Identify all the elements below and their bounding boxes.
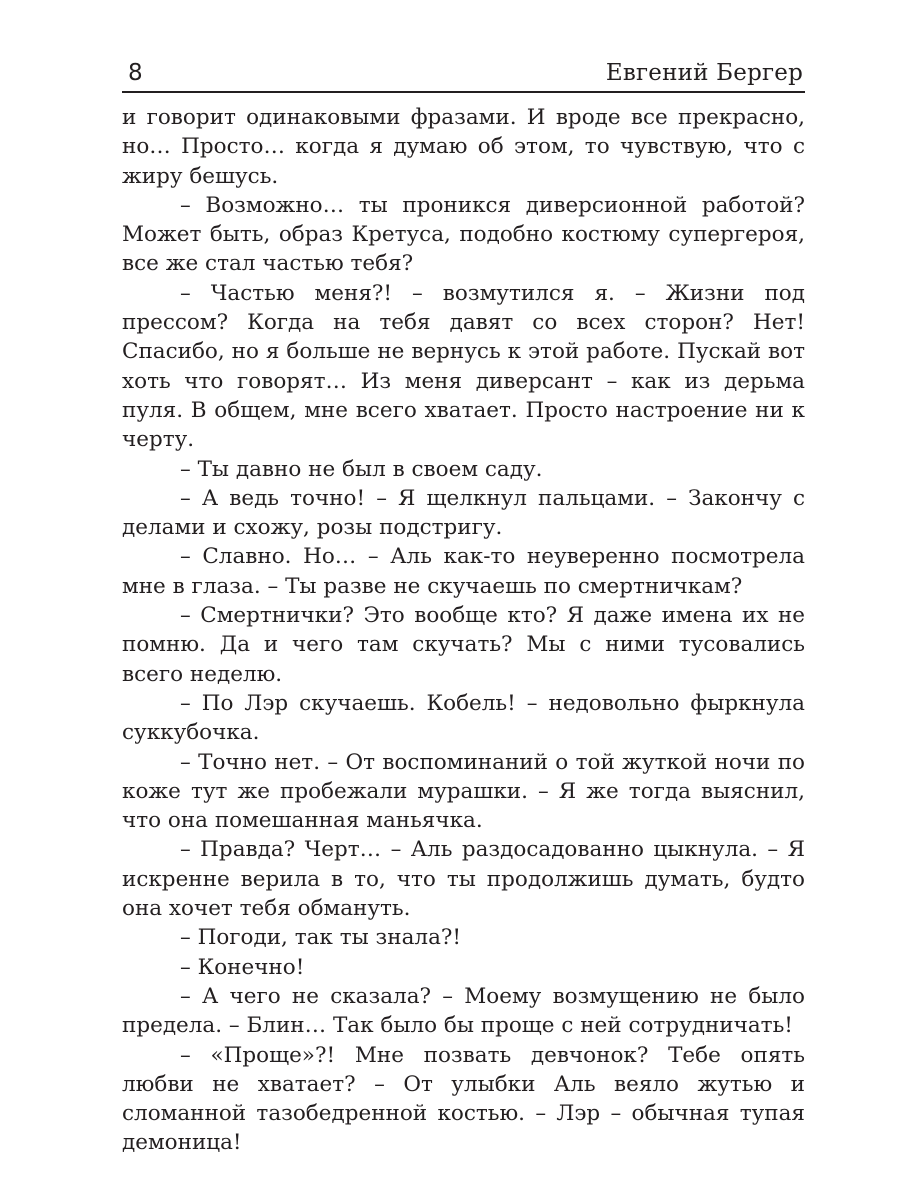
paragraph: – По Лэр скучаешь. Кобель! – недовольно фыркнула суккубочка. xyxy=(122,690,805,746)
page-header xyxy=(122,56,805,96)
paragraph: – Смертнички? Это вообще кто? Я даже имена их не помню. Да и чего там скучать? Мы с ними тусовались всего неделю. xyxy=(122,603,805,687)
paragraph: – Славно. Но… – Аль как-то неуверенно посмотрела мне в глаза. – Ты разве не скучаешь по смертничкам? xyxy=(122,544,805,599)
header-rule xyxy=(122,91,805,93)
paragraph: – Возможно… ты проникся диверсионной работой? Может быть, образ Кретуса, подобно костюму супергероя, все же стал частью тебя? xyxy=(122,192,805,277)
paragraph: – Ты давно не был в своем саду. xyxy=(180,456,543,482)
paragraph: – А ведь точно! – Я щелкнул пальцами. – Закончу с делами и схожу, розы подстригу. xyxy=(122,485,805,541)
paragraph: – А чего не сказала? – Моему возмущению не было предела. – Блин… Так было бы проще с ней сотрудничать! xyxy=(122,983,805,1039)
running-head-author: Евгений Бергер xyxy=(605,60,803,86)
paragraph: – Правда? Черт… – Аль раздосадованно цыкнула. – Я искренне верила в то, что ты продолжишь думать, будто она хочет тебя обмануть. xyxy=(122,837,805,922)
paragraph: – «Проще»?! Мне позвать девчонок? Тебе опять любви не хватает? – От улыбки Аль веяло жутью и сломанной тазобедренной костью. – Лэр – обычная тупая демоница! xyxy=(122,1042,805,1156)
paragraph: – Погоди, так ты знала?! xyxy=(180,925,462,951)
paragraph: – Конечно! xyxy=(180,954,305,980)
paragraph: – Частью меня?! – возмутился я. – Жизни под прессом? Когда на тебя давят со всех сторон? Нет! Спасибо, но я больше не вернусь к этой работе. Пускай вот хоть что говорят… Из меня диверсант – как из дерьма пуля. В общем, мне всего хватает. Просто настроение ни к черту. xyxy=(122,280,805,453)
paragraph: и говорит одинаковыми фразами. И вроде все прекрасно, но… Просто… когда я думаю об этом, то чувствую, что с жиру бешусь. xyxy=(122,105,805,189)
page-number: 8 xyxy=(128,60,143,86)
body-text xyxy=(122,103,805,1158)
paragraph: – Точно нет. – От воспоминаний о той жуткой ночи по коже тут же пробежали мурашки. – Я же тогда выяснил, что она помешанная маньячка. xyxy=(122,749,805,834)
